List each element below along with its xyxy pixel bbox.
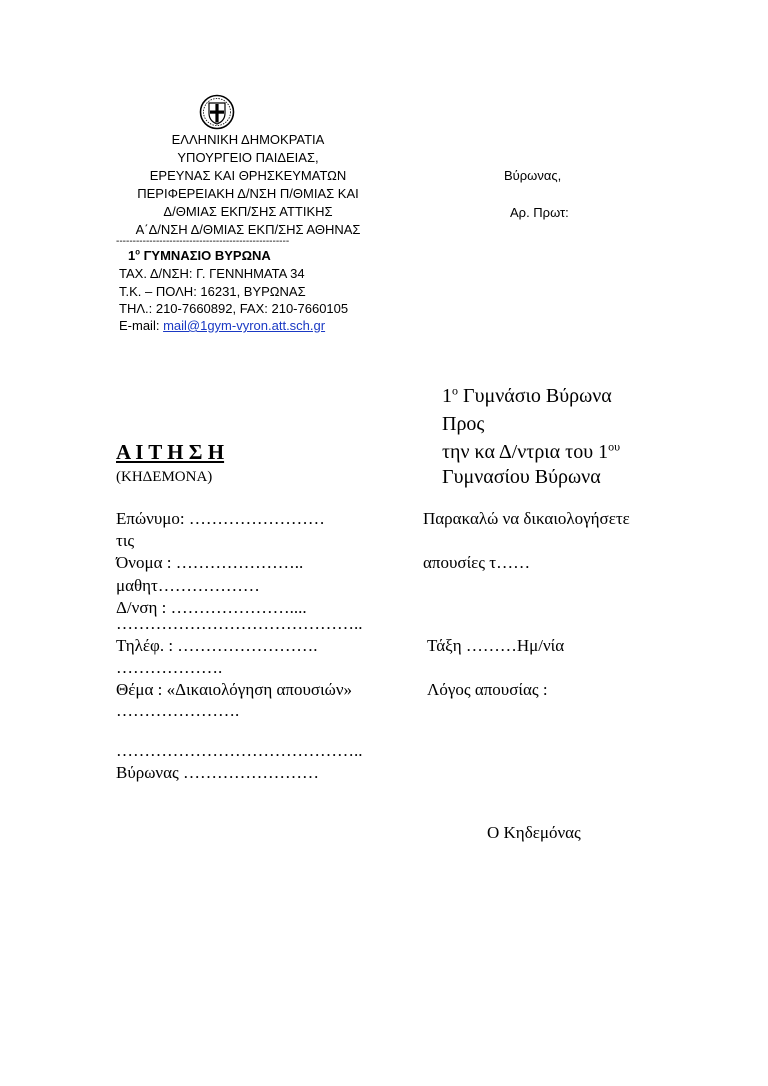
- recipient-line-2: Προς: [442, 413, 485, 435]
- page-subtitle: (ΚΗΔΕΜΟΝΑ): [116, 469, 213, 485]
- student-field: μαθητ………………: [116, 576, 260, 595]
- school-number-sup: ο: [135, 247, 140, 257]
- school-postal: Τ.Κ. – ΠΟΛΗ: 16231, ΒΥΡΩΝΑΣ: [119, 284, 306, 299]
- page-title: Α Ι Τ Η Σ Η: [116, 440, 225, 464]
- phone-field-continued: ……………….: [116, 658, 223, 677]
- header-line-1: ΕΛΛΗΝΙΚΗ ΔΗΜΟΚΡΑΤΙΑ: [171, 132, 325, 147]
- recipient-addressee: την κα Δ/ντρια του 1: [442, 441, 609, 463]
- school-name-text: ΓΥΜΝΑΣΙΟ ΒΥΡΩΝΑ: [140, 248, 271, 263]
- recipient-line-3: [442, 441, 620, 464]
- header-line-5: Δ/ΘΜΙΑΣ ΕΚΠ/ΣΗΣ ΑΤΤΙΚΗΣ: [163, 204, 333, 219]
- recipient-line-1: [442, 385, 612, 408]
- address-field-continued: ……………………………………..: [116, 614, 363, 633]
- header-separator: ----------------------------------------------------: [116, 236, 290, 247]
- signature-label: Ο Κηδεμόνας: [487, 823, 581, 842]
- school-email: [119, 317, 325, 335]
- place-label: Βύρωνας,: [504, 168, 562, 183]
- school-name: [128, 247, 271, 265]
- email-label: E-mail:: [119, 318, 164, 333]
- protocol-label: Αρ. Πρωτ:: [510, 205, 569, 220]
- recipient-num: 1: [442, 385, 452, 407]
- class-date-field: Τάξη ………Ημ/νία: [427, 636, 565, 655]
- reason-field: Λόγος απουσίας :: [427, 680, 548, 699]
- email-link[interactable]: mail@1gym-vyron.att.sch.gr: [163, 318, 326, 333]
- phone-field: Τηλέφ. : …………………….: [116, 636, 318, 655]
- recipient-line-4: Γυμνασίου Βύρωνα: [442, 466, 601, 488]
- name-field: Όνομα : …………………..: [116, 553, 304, 572]
- header-line-4: ΠΕΡΙΦΕΡΕΙΑΚΗ Δ/ΝΣΗ Π/ΘΜΙΑΣ ΚΑΙ: [137, 186, 359, 201]
- header-line-2: ΥΠΟΥΡΓΕΙΟ ΠΑΙΔΕΙΑΣ,: [177, 150, 319, 165]
- request-text: Παρακαλώ να δικαιολογήσετε: [423, 509, 630, 528]
- subject-field: Θέμα : «Δικαιολόγηση απουσιών»: [116, 680, 353, 699]
- form-line-wrap: τις: [116, 531, 135, 550]
- absences-text: απουσίες τ……: [423, 553, 531, 572]
- place-date-field: Βύρωνας ……………………: [116, 763, 320, 782]
- subject-field-continued: ………………….: [116, 701, 240, 720]
- header-line-3: ΕΡΕΥΝΑΣ ΚΑΙ ΘΡΗΣΚΕΥΜΑΤΩΝ: [149, 168, 347, 183]
- school-number: 1: [128, 248, 136, 263]
- recipient-addressee-sup: ου: [608, 439, 621, 454]
- recipient-num-sup: ο: [452, 383, 458, 398]
- address-field: Δ/νση : …………………....: [116, 598, 307, 617]
- surname-field: Επώνυμο: ……………………: [116, 509, 325, 528]
- coat-of-arms-icon: [199, 94, 235, 130]
- header-line-6: Α΄Δ/ΝΣΗ Δ/ΘΜΙΑΣ ΕΚΠ/ΣΗΣ ΑΘΗΝΑΣ: [135, 222, 361, 237]
- dotted-line: ……………………………………..: [116, 741, 363, 760]
- school-address: ΤΑΧ. Δ/ΝΣΗ: Γ. ΓΕΝΝΗΜΑΤΑ 34: [119, 266, 305, 281]
- recipient-school: Γυμνάσιο Βύρωνα: [458, 385, 612, 407]
- school-phone: ΤΗΛ.: 210-7660892, FAX: 210-7660105: [119, 301, 349, 316]
